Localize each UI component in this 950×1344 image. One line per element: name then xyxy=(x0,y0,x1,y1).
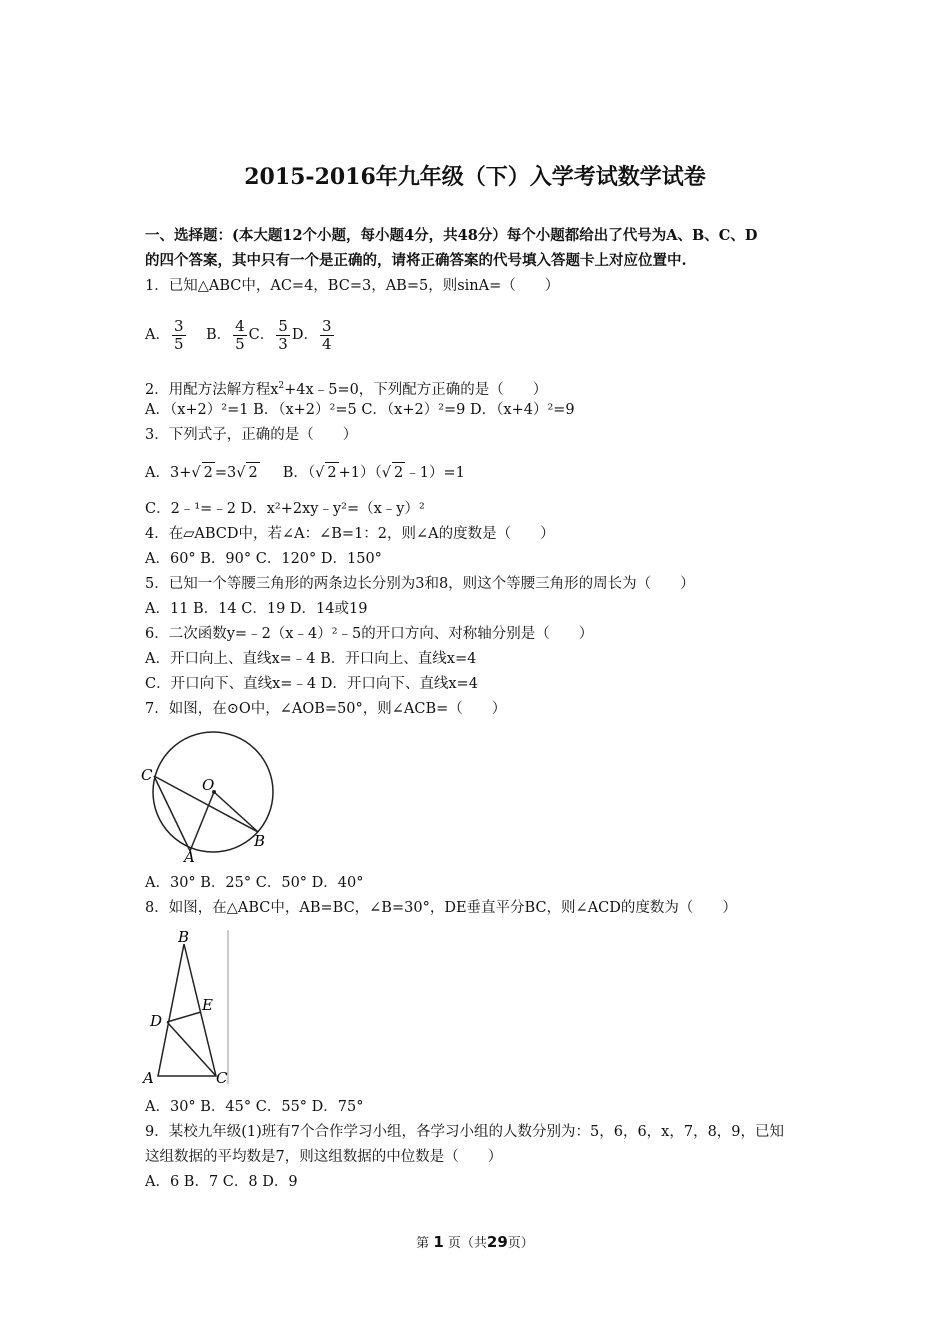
q2-options: A．（x+2）²=1 B．（x+2）²=5 C．（x+2）²=9 D．（x+4）²=9 xyxy=(145,402,575,418)
q9-stem-line1: 9．某校九年级(1)班有7个合作学习小组，各学习小组的人数分别为：5，6，6，x，7，8，9，已知 xyxy=(145,1124,785,1140)
q8-stem: 8．如图，在△ABC中，AB=BC，∠B=30°，DE垂直平分BC，则∠ACD的度数为（ ） xyxy=(145,900,737,916)
page-number: 1 xyxy=(433,1233,444,1251)
q1-option-d-fraction: $\frac{3}{4}$ xyxy=(321,316,332,353)
section-heading-line1: 一、选择题：(本大题12个小题，每小题4分，共48分）每个小题都给出了代号为A、B、C、D xyxy=(145,227,758,244)
q5-stem: 5．已知一个等腰三角形的两条边长分别为3和8，则这个等腰三角形的周长为（ ） xyxy=(145,576,695,592)
q8-label-a: A xyxy=(143,1069,154,1087)
q9-stem-line2: 这组数据的平均数是7，则这组数据的中位数是（ ） xyxy=(145,1149,503,1165)
q8-label-e: E xyxy=(202,996,213,1014)
q9-options: A．6 B．7 C．8 D．9 xyxy=(145,1174,298,1190)
q8-triangle-figure xyxy=(140,926,240,1090)
q7-label-o: O xyxy=(202,776,215,794)
q1-option-b-fraction: $\frac{4}{5}$ xyxy=(235,316,245,353)
page-title: 2015-2016年九年级（下）入学考试数学试卷 xyxy=(244,164,706,190)
page-total: 29 xyxy=(486,1233,508,1251)
q6-options-ab: A．开口向上、直线x=﹣4 B．开口向上、直线x=4 xyxy=(145,651,477,667)
q7-stem: 7．如图，在⊙O中，∠AOB=50°，则∠ACB=（ ） xyxy=(145,701,507,717)
page-footer: 第 1 页（共29页） xyxy=(416,1233,534,1251)
q7-radius-oa xyxy=(190,792,214,851)
q1-stem: 1．已知△ABC中，AC=4，BC=3，AB=5，则sinA=（ ） xyxy=(145,278,560,294)
q7-label-c: C xyxy=(141,766,153,784)
q3-options-ab: A．3+√ 2 =3√ 2 B．（√ 2 +1）（√ 2 ﹣1）=1 xyxy=(145,462,465,483)
q2-stem: 2．用配方法解方程$x^2+4x﹣5=0$，下列配方正确的是（ ） xyxy=(145,381,548,398)
q8-options: A．30° B．45° C．55° D．75° xyxy=(145,1099,364,1115)
q8-label-d: D xyxy=(150,1012,163,1030)
q5-options: A．11 B．14 C．19 D．14或19 xyxy=(145,601,368,617)
q8-segment-de xyxy=(167,1012,201,1022)
q6-options-cd: C．开口向下、直线x=﹣4 D．开口向下、直线x=4 xyxy=(145,676,478,692)
q4-stem: 4．在▱ABCD中，若∠A：∠B=1：2，则∠A的度数是（ ） xyxy=(145,526,555,542)
q6-stem: 6．二次函数y=﹣2（x﹣4）²﹣5的开口方向、对称轴分别是（ ） xyxy=(145,626,594,642)
q7-circle-figure xyxy=(140,724,280,864)
q8-label-c: C xyxy=(216,1069,228,1087)
q1-option-a-fraction: $\frac{3}{5}$ xyxy=(173,316,184,353)
q7-chord-ca xyxy=(154,776,190,851)
q3-options-cd: C．2﹣¹=﹣2 D．x²+2xy﹣y²=（x﹣y）² xyxy=(145,501,425,517)
q7-options: A．30° B．25° C．50° D．40° xyxy=(145,875,364,891)
section-heading-line2: 的四个答案，其中只有一个是正确的，请将正确答案的代号填入答题卡上对应位置中. xyxy=(145,252,687,269)
q7-label-a: A xyxy=(184,848,195,864)
q3-stem: 3．下列式子，正确的是（ ） xyxy=(145,427,358,443)
q8-label-b: B xyxy=(178,928,190,946)
q4-options: A．60° B．90° C．120° D．150° xyxy=(145,551,382,567)
q1-options: A． $\frac{3}{5}$ B． $\frac{4}{5}$ C． $\frac{5}{3}$ D． $\frac{3}{4}$ xyxy=(145,316,332,353)
q7-label-b: B xyxy=(254,832,266,850)
q8-segment-dc xyxy=(167,1022,216,1076)
q1-option-c-fraction: $\frac{5}{3}$ xyxy=(278,316,288,353)
